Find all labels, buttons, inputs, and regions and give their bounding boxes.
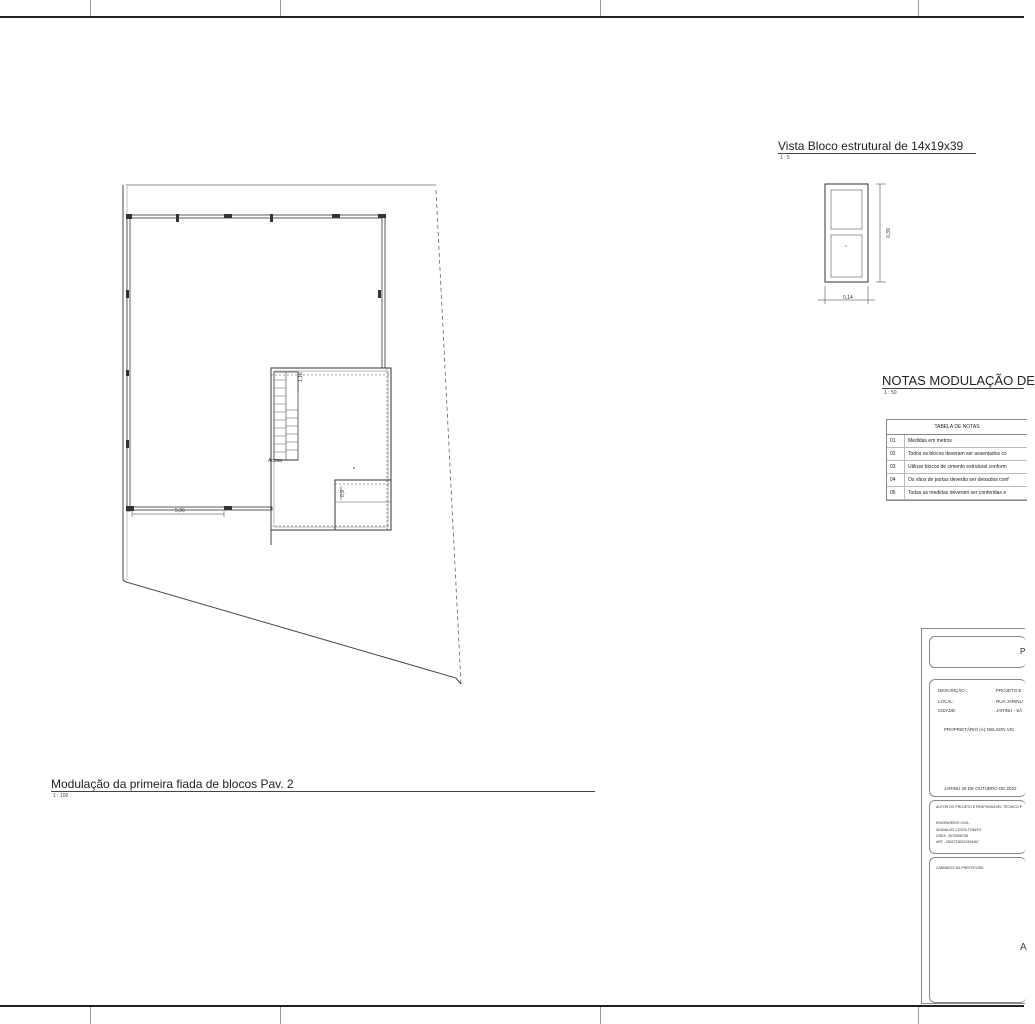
local-value: RUA JARINU bbox=[996, 699, 1023, 704]
title-block-info-box bbox=[929, 679, 1026, 797]
notes-row bbox=[887, 435, 1027, 448]
dim-width-label: 5,06 bbox=[175, 508, 185, 514]
note-number: 05 bbox=[887, 487, 905, 499]
note-number: 01 bbox=[887, 435, 905, 447]
engineer-title: ENGENHEIRO CIVIL bbox=[936, 821, 970, 825]
wall-bottom bbox=[127, 507, 272, 510]
note-number: 03 bbox=[887, 461, 905, 473]
note-text: Medidas em metros bbox=[908, 438, 952, 444]
block-view-title-underline bbox=[778, 153, 976, 154]
stamp-letter: A bbox=[1020, 942, 1027, 953]
plan-title: Modulação da primeira fiada de blocos Pav. 2 bbox=[51, 777, 294, 791]
title-block-stamp-box bbox=[929, 857, 1026, 1003]
block-outline bbox=[825, 184, 868, 282]
note-text: Os vãos de portas deverão ser deixados conf bbox=[908, 477, 1009, 483]
plan-dot bbox=[353, 467, 355, 469]
block-width-label: 0,14 bbox=[843, 295, 853, 301]
notes-scale: 1 : 50 bbox=[884, 390, 897, 396]
note-text: Todos os blocos deveram ser assentados co bbox=[908, 451, 1007, 457]
date-label: JARINU 28 DE OUTUBRO DE 2022 bbox=[944, 786, 1017, 791]
title-block-header: P bbox=[1020, 647, 1026, 656]
small-room bbox=[335, 480, 391, 530]
plan-scale: 1 : 100 bbox=[53, 793, 69, 799]
note-number: 04 bbox=[887, 474, 905, 486]
core-room-inner bbox=[274, 371, 388, 527]
block-dot bbox=[845, 245, 846, 246]
note-text: Todas as medidas deveram ser conferidas e bbox=[908, 490, 1007, 496]
note-number: 02 bbox=[887, 448, 905, 460]
wall-right bbox=[382, 215, 385, 368]
block-view-title: Vista Bloco estrutural de 14x19x39 bbox=[778, 139, 964, 153]
author-line: AUTOR DO PROJETO E RESPONSÁVEL TÉCNICO P bbox=[936, 805, 1023, 809]
engineer-crea: CREA : 5070506758 bbox=[936, 834, 968, 838]
descricao-label: DESCRIÇÃO : bbox=[938, 688, 968, 693]
notes-table bbox=[886, 419, 1027, 501]
cidade-label: CIDADE: bbox=[938, 708, 957, 713]
notes-row bbox=[887, 487, 1027, 500]
notes-row bbox=[887, 448, 1027, 461]
lot-boundary-right bbox=[436, 190, 461, 684]
dim-small-label: 0,9 bbox=[340, 490, 346, 497]
title-block-author-box bbox=[929, 800, 1026, 854]
cidade-value: JARINU - SÃ bbox=[996, 708, 1023, 713]
core-room bbox=[271, 368, 391, 530]
plan-title-underline bbox=[51, 791, 595, 792]
engineer-art: ART : 28027230021939467 bbox=[936, 840, 979, 844]
wall-top bbox=[127, 215, 385, 218]
notes-table-header: TABELA DE NOTAS bbox=[887, 420, 1027, 435]
local-label: LOCAL: bbox=[938, 699, 955, 704]
wall-left bbox=[127, 215, 130, 511]
note-text: Utilizar blocos de cimento estrutural conform bbox=[908, 464, 1007, 470]
column-markers bbox=[126, 214, 386, 511]
block-cell-top bbox=[831, 190, 862, 229]
proprietario-value: NELSON VIC bbox=[987, 727, 1015, 732]
proprietario-label: PROPRIETÁRIO (A): bbox=[944, 727, 987, 732]
title-block-header-box bbox=[929, 636, 1026, 668]
notes-title-underline bbox=[882, 388, 1024, 389]
block-view-scale: 1 : 5 bbox=[780, 155, 790, 161]
notes-row bbox=[887, 474, 1027, 487]
block-cell-bottom bbox=[831, 235, 862, 277]
engineer-name: ADMIALDO COSTA TOMITO bbox=[936, 828, 982, 832]
notes-row bbox=[887, 461, 1027, 474]
notes-title: NOTAS MODULAÇÃO DE bbox=[882, 373, 1035, 388]
title-block bbox=[921, 628, 1025, 1004]
dim-stair-label: 1,16 bbox=[298, 372, 304, 382]
stamp-label: CARIMBOS DA PREFEITURA bbox=[936, 866, 984, 870]
block-height-label: 0,39 bbox=[886, 228, 892, 238]
stair-label: Acima bbox=[268, 458, 282, 464]
descricao-value: PROJETO E bbox=[996, 688, 1022, 693]
lot-boundary-left-bottom bbox=[123, 185, 461, 684]
